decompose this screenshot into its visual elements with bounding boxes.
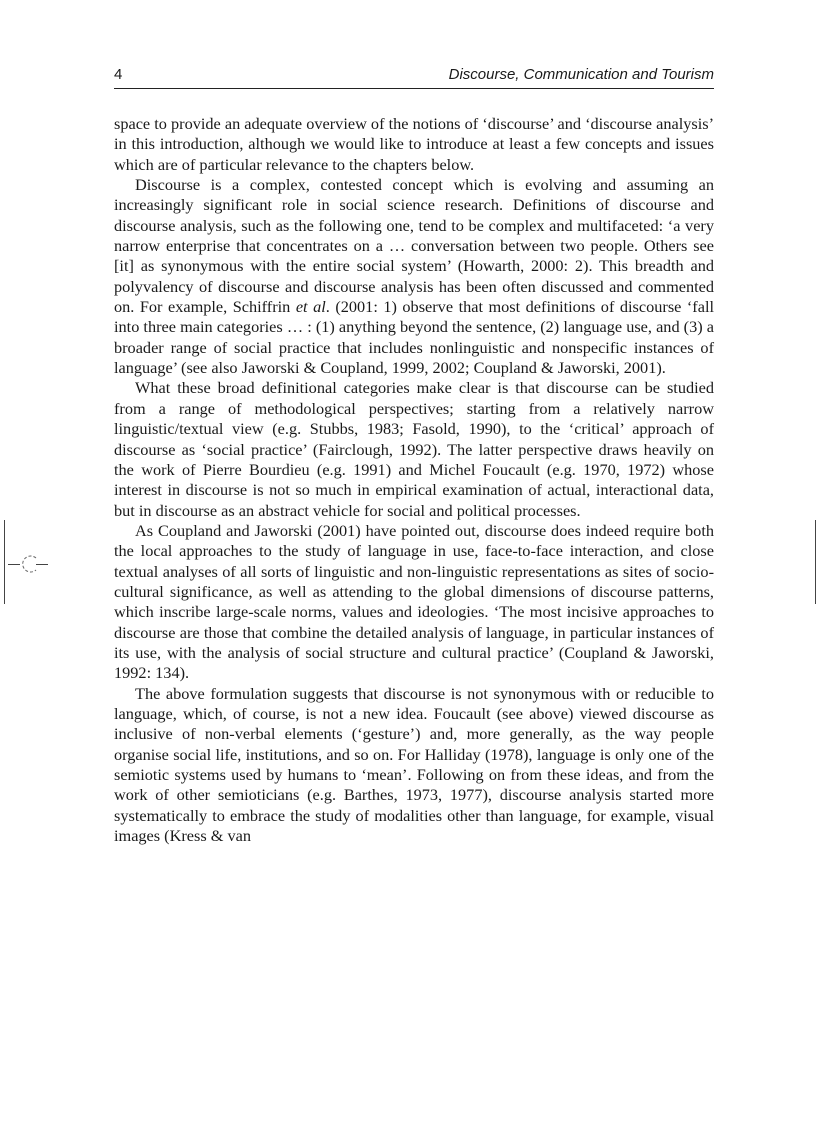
paragraph-text: Discourse is a complex, contested concept which is evolving and assuming an increasingly significant role in social science research. Definitions of discourse and discourse analysis, such as the following one, tend to be complex and multifaceted: ‘a very narrow enterprise that concentrates on a … conversation between two people. Others see [it] as synonymous with the entire social system’ (Howarth, 2000: 2). This breadth and polyvalency of discourse and discourse analysis has been often discussed and commented on. For example, Schiffrin	[114, 175, 714, 317]
paragraph-text: The above formulation suggests that discourse is not synonymous with or reducible to language, which, of course, is not a new idea. Foucault (see above) viewed discourse as inclusive of non-verbal elements (‘gesture’) and, more generally, as the way people organise social life, institutions, and so on. For Halliday (1978), language is only one of the semiotic systems used by humans to ‘mean’. Following on from these ideas, and from the work of other semioticians (e.g. Barthes, 1973, 1977), discourse analysis started more systematically to embrace the study of modalities other than language, for example, visual images (Kress & van	[114, 683, 714, 846]
running-header	[114, 66, 714, 89]
crop-mark-left	[4, 520, 5, 604]
paragraph	[114, 114, 714, 175]
paragraph-text: What these broad definitional categories make clear is that discourse can be studied from a range of methodological perspectives; starting from a relatively narrow linguistic/textual view (e.g. Stubbs, 1983; Fasold, 1990), to the ‘critical’ approach of discourse as ‘social practice’ (Fairclough, 1992). The latter perspective draws heavily on the work of Pierre Bourdieu (e.g. 1991) and Michel Foucault (e.g. 1970, 1972) whose interest in discourse is not so much in empirical examination of actual, interactional data, but in discourse as an abstract vehicle for social and political processes.	[114, 378, 714, 520]
crop-tick-left	[8, 564, 20, 565]
running-title: Discourse, Communication and Tourism	[448, 66, 714, 83]
paragraph	[114, 521, 714, 684]
paragraph-text: . (2001: 1) observe that most definitions of discourse ‘fall into three main categories … : (1) anything beyond the sentence, (2) language use, and (3) a broader range of social practice that includes nonlinguistic and nonspecific instances of language’ (see also Jaworski & Coupland, 1999, 2002; Coupland & Jaworski, 2001).	[114, 297, 715, 378]
registration-mark-icon	[20, 554, 40, 574]
paragraph-italic-text: et al	[295, 297, 326, 317]
paragraph-text: space to provide an adequate overview of the notions of ‘discourse’ and ‘discourse analysis’ in this introduction, although we would like to introduce at least a few concepts and issues which are of particular relevance to the chapters below.	[114, 114, 714, 174]
page-number: 4	[114, 66, 123, 83]
paragraph	[114, 175, 714, 378]
body-text	[114, 114, 714, 846]
paragraph-text: As Coupland and Jaworski (2001) have pointed out, discourse does indeed require both the local approaches to the study of language in use, face-to-face interaction, and close textual analyses of all sorts of linguistic and non-linguistic representations as sites of socio-cultural significance, as well as attending to the global dimensions of discourse patterns, which inscribe large-scale norms, values and ideologies. ‘The most incisive approaches to discourse are those that combine the detailed analysis of language, in particular instances of its use, with the analysis of social structure and cultural practice’ (Coupland & Jaworski, 1992: 134).	[114, 520, 714, 683]
paragraph	[114, 684, 714, 847]
paragraph	[114, 378, 714, 520]
